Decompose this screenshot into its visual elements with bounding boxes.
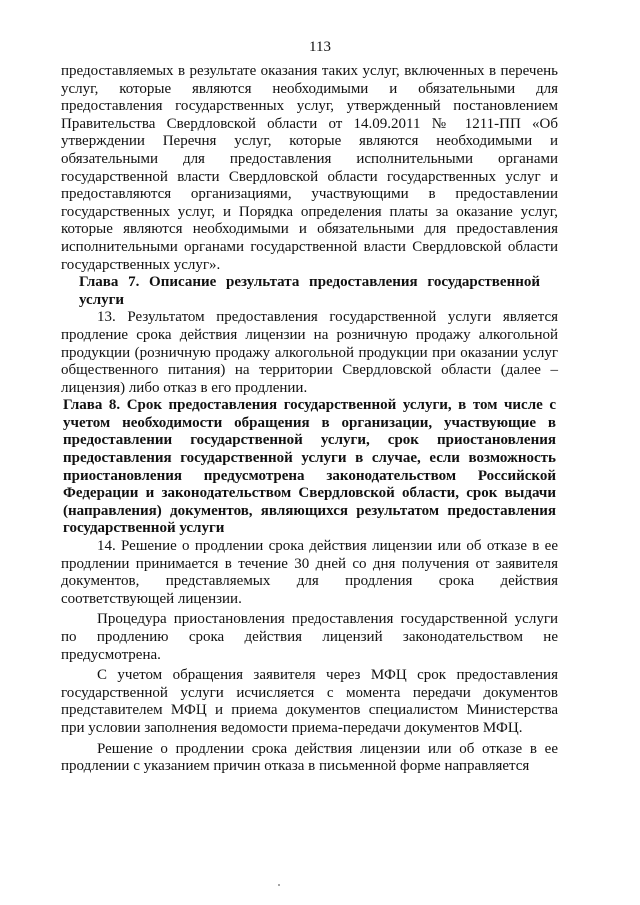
chapter-7-heading: Глава 7. Описание результата предоставления государственной услуги: [79, 274, 540, 308]
page-number: 113: [309, 39, 331, 55]
paragraph-14: 14. Решение о продлении срока действия лицензии или об отказе в ее продлении принимается в течение 30 дней со дня получения от заявителя документов, представляемых для продления срока действия соответствующей лицензии.: [61, 538, 558, 607]
paragraph-suspension: Процедура приостановления предоставления государственной услуги по продлению срока действия лицензий законодательством не предусмотрена.: [61, 611, 558, 663]
paragraph-decision: Решение о продлении срока действия лицензии или об отказе в ее продлении с указанием причин отказа в письменной форме направляется: [61, 740, 558, 775]
chapter-8-heading: Глава 8. Срок предоставления государственной услуги, в том числе с учетом необходимости обращения в организации, участвующие в предоставлении государственной услуги, срок приостановления предоставления государственной услуги в случае, если возможность приостановления предусмотрена законодательством Российской Федерации и законодательством Свердловской области, срок выдачи (направления) документов, являющихся результатом предоставления государственной услуги: [63, 397, 556, 537]
paragraph-13: 13. Результатом предоставления государственной услуги является продление срока действия лицензии на розничную продажу алкогольной продукции (розничную продажу алкогольной продукции при оказании услуг общественного питания) на территории Свердловской области (далее – лицензия) либо отказ в его продлении.: [61, 309, 558, 396]
scan-speck: [278, 884, 280, 886]
paragraph-mfc: С учетом обращения заявителя через МФЦ срок предоставления государственной услуги исчисляется с момента передачи документов представителем МФЦ и приема документов специалистом Министерства при условии заполнения ведомости приема-передачи документов МФЦ.: [61, 667, 558, 736]
document-body: [61, 63, 558, 776]
paragraph-continuation: предоставляемых в результате оказания таких услуг, включенных в перечень услуг, которые являются необходимыми и обязательными для предоставления государственных услуг, утвержденный постановлением Правительства Свердловской области от 14.09.2011 № 1211-ПП «Об утверждении Перечня услуг, которые являются необходимыми и обязательными для предоставления исполнительными органами государственной власти Свердловской области государственных услуг и предоставляются организациями, участвующими в предоставлении государственных услуг, и Порядка определения платы за оказание услуг, которые являются необходимыми и обязательными для предоставления исполнительными органами государственной власти Свердловской области государственных услуг».: [61, 63, 558, 273]
